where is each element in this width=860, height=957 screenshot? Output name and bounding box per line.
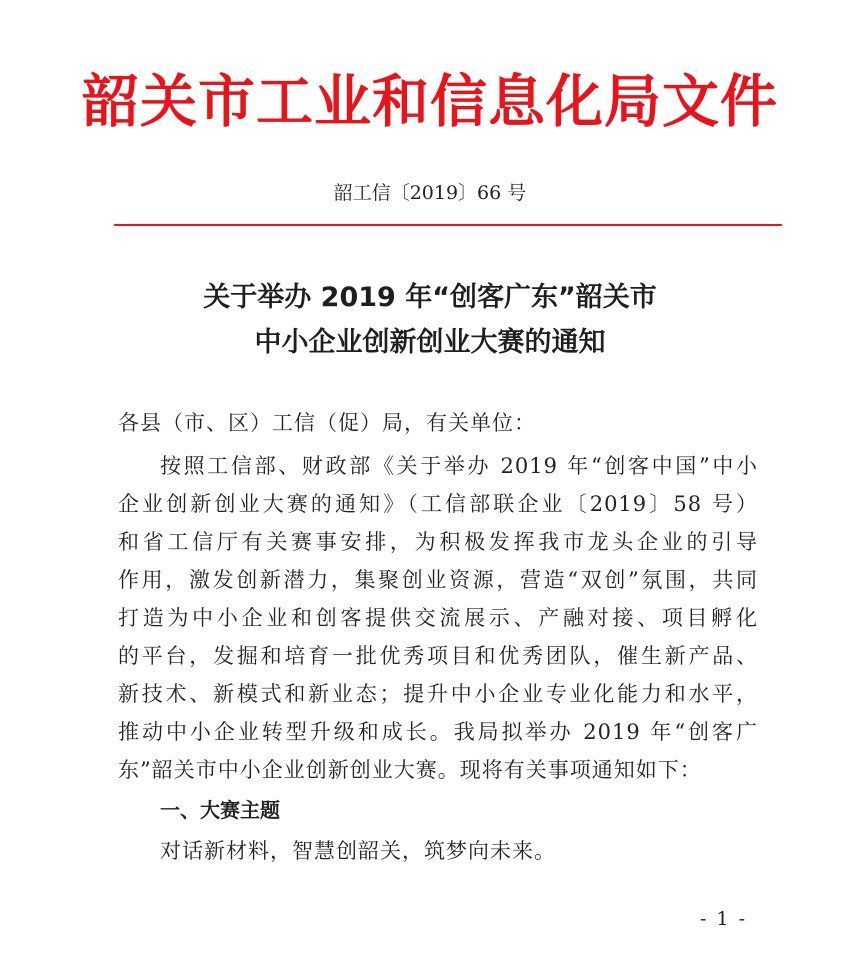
paragraph-line: 的平台，发掘和培育一批优秀项目和优秀团队，催生新产品、: [118, 644, 758, 668]
document-title-line-2: 中小企业创新创业大赛的通知: [254, 327, 606, 358]
document-title-line-1: 关于举办 2019 年“创客广东”韶关市: [203, 282, 657, 313]
section-heading: 一、大赛主题: [160, 798, 280, 822]
paragraph-line: 打造为中小企业和创客提供交流展示、产融对接、项目孵化: [118, 606, 758, 630]
section-text: 对话新材料，智慧创韶关，筑梦向未来。: [160, 839, 556, 863]
paragraph-line: 东”韶关市中小企业创新创业大赛。现将有关事项通知如下：: [118, 758, 702, 782]
paragraph-line: 作用，激发创新潜力，集聚创业资源，营造“双创”氛围，共同: [118, 568, 758, 592]
paragraph-line: 企业创新创业大赛的通知》（工信部联企业〔2019〕58 号）: [118, 492, 758, 516]
paragraph-line: 按照工信部、财政部《关于举办 2019 年“创客中国”中小: [160, 454, 758, 478]
paragraph-line: 和省工信厅有关赛事安排，为积极发挥我市龙头企业的引导: [118, 530, 758, 554]
paragraph-line: 推动中小企业转型升级和成长。我局拟举办 2019 年“创客广: [118, 720, 758, 744]
page-number: - 1 -: [700, 908, 748, 930]
salutation: 各县（市、区）工信（促）局，有关单位：: [118, 411, 536, 435]
document-number: 韶工信〔2019〕66 号: [333, 182, 527, 204]
paragraph-line: 新技术、新模式和新业态；提升中小企业专业化能力和水平，: [118, 682, 758, 706]
red-divider-line: [114, 224, 782, 226]
issuer-header: 韶关市工业和信息化局文件: [82, 68, 778, 135]
